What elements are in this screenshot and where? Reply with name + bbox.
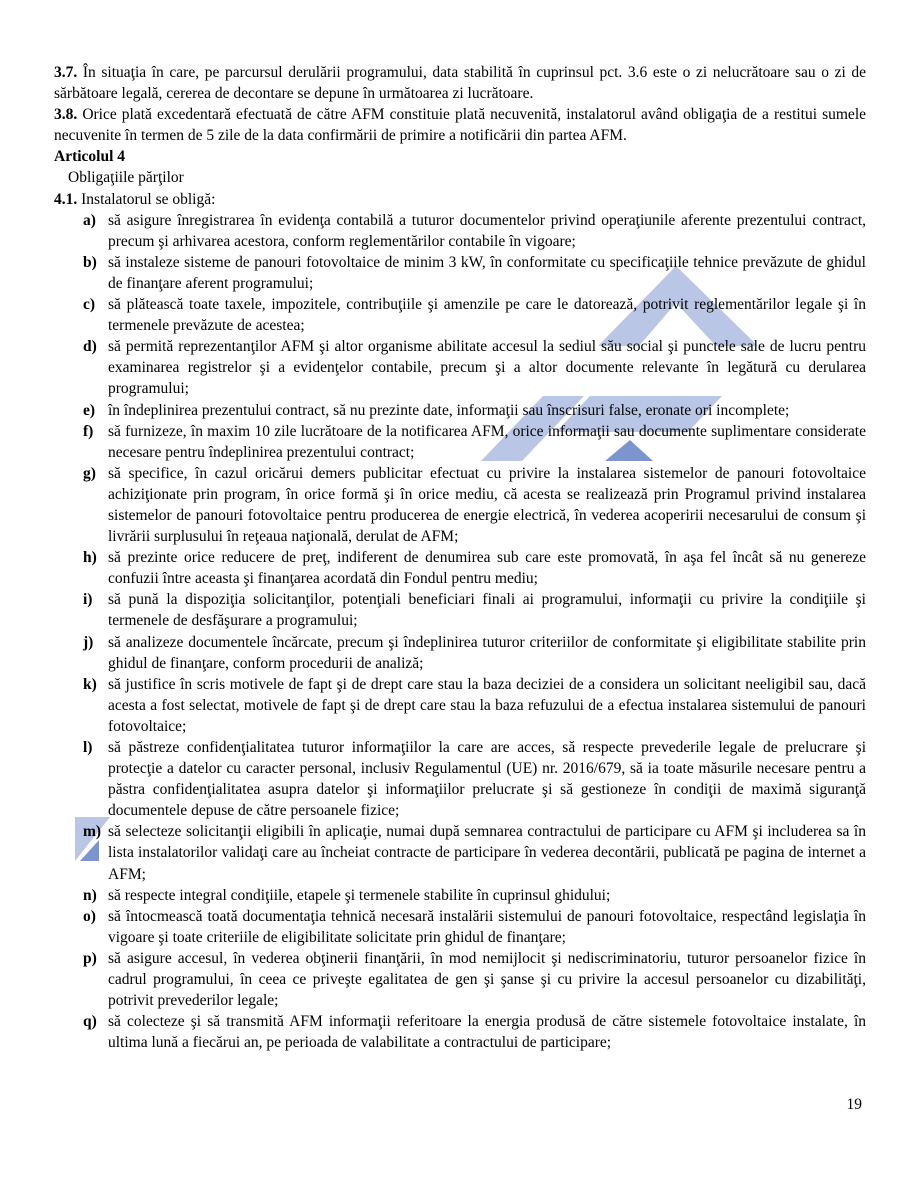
list-item-a-label: a): [83, 211, 96, 229]
list-item-d-label: d): [83, 338, 97, 356]
list-item-l-text: să păstreze confidenţialitatea tuturor informaţiilor la care are acces, să respecte prevederile legale de prelucrare şi protecţie a datelor cu caracter personal, inclusiv Regulamentul (UE) nr. 2016/679, să ia toate măsurile necesare pentru a păstra confidenţialitatea asupra datelor şi informaţiilor prelucrate şi să gestioneze în condiţii de maximă siguranţă documentele depuse de către persoanele fizice;: [108, 739, 866, 820]
list-item-n: [54, 885, 866, 906]
list-item-k-label: k): [83, 675, 97, 693]
list-item-p: [54, 948, 866, 1011]
paragraph-3-8: [54, 104, 866, 146]
list-item-j-label: j): [83, 633, 94, 651]
list-item-e-label: e): [83, 401, 96, 419]
list-item-g-label: g): [83, 464, 96, 482]
list-item-l-label: l): [83, 739, 93, 756]
list-item-q-label: q): [83, 1013, 97, 1031]
list-item-j: [54, 632, 866, 674]
article-subtitle: Obligaţiile părţilor: [68, 169, 184, 187]
paragraph-3-8-text: Orice plată excedentară efectuată de către AFM constituie plată necuvenită, instalatorul având obligaţia de a restitui sumele necuvenite în termen de 5 zile de la data confirmării de primire a notificării din partea AFM.: [54, 106, 866, 145]
list-item-a: [54, 210, 866, 252]
list-item-g-text: să specifice, în cazul oricărui demers publicitar efectuat cu privire la instalarea sistemelor de panouri fotovoltaice achiziţionate prin program, în orice formă şi în orice mediu, că acesta se realizează prin Programul privind instalarea sistemelor de panouri fotovoltaice pentru producerea de energie electrică, în vederea acoperirii necesarului de consum şi livrării surplusului în reţeaua naţională, derulat de AFM;: [108, 464, 866, 546]
list-item-f: [54, 421, 866, 463]
list-item-f-label: f): [83, 422, 94, 440]
list-item-a-text: să asigure înregistrarea în evidenţa contabilă a tuturor documentelor privind operaţiunile aferente prezentului contract, precum şi arhivarea acestora, conform reglementărilor contabile în vigoare;: [108, 211, 866, 250]
list-item-p-label: p): [83, 949, 97, 967]
list-item-b: [54, 252, 866, 294]
list-item-m-label: m): [83, 823, 102, 841]
list-item-o-text: să întocmească toată documentaţia tehnică necesară instalării sistemului de panouri fotovoltaice, respectând legislaţia în vigoare şi toate criteriile de eligibilitate solicitate prin ghidul de finanţare;: [108, 907, 866, 946]
list-item-h-text: să prezinte orice reducere de preţ, indiferent de denumirea sub care este promovată, în aşa fel încât să nu genereze confuzii între aceasta şi finanţarea acordată din Fondul pentru mediu;: [108, 549, 866, 588]
list-item-e: [54, 400, 866, 421]
list-item-e-text: în îndeplinirea prezentului contract, să nu prezinte date, informaţii sau înscrisuri false, eronate ori incomplete;: [108, 401, 790, 419]
clause-4-1-label: 4.1.: [54, 190, 78, 208]
list-item-g: [54, 463, 866, 547]
list-item-o-label: o): [83, 907, 96, 925]
page-number: 19: [846, 1096, 862, 1113]
document-body: [54, 62, 866, 1053]
clause-4-1-text: Instalatorul se obligă:: [81, 190, 216, 208]
list-item-f-text: să furnizeze, în maxim 10 zile lucrătoare de la notificarea AFM, orice informaţii sau documente suplimentare considerate necesare pentru îndeplinirea prezentului contract;: [108, 422, 866, 461]
article-title: Articolul 4: [54, 148, 126, 166]
list-item-c-label: c): [83, 296, 96, 314]
list-item-j-text: să analizeze documentele încărcate, precum şi îndeplinirea tuturor criteriilor de conformitate şi eligibilitate stabilite prin ghidul de finanţare, conform procedurii de analiză;: [108, 633, 866, 672]
list-item-o: [54, 906, 866, 948]
list-item-h: [54, 547, 866, 589]
list-item-d-text: să permită reprezentanţilor AFM şi altor organisme abilitate accesul la sediul său social şi punctele sale de lucru pentru examinarea registrelor şi a evidenţelor contabile, precum şi a altor documente relevante în legătură cu derularea programului;: [108, 338, 866, 398]
paragraph-3-7: [54, 62, 866, 104]
list-item-d: [54, 336, 866, 399]
list-item-i: [54, 589, 866, 631]
list-item-l: [54, 737, 866, 821]
paragraph-3-7-label: 3.7.: [54, 64, 78, 81]
paragraph-3-7-text: În situaţia în care, pe parcursul derulării programului, data stabilită în cuprinsul pct. 3.6 este o zi nelucrătoare sau o zi de sărbătoare legală, cererea de decontare se depune în următoarea zi lucrătoare.: [54, 64, 866, 103]
list-item-k: [54, 674, 866, 737]
list-item-q: [54, 1011, 866, 1053]
list-item-c-text: să plătească toate taxele, impozitele, contribuţiile şi amenzile pe care le datorează, potrivit reglementărilor legale şi în termenele prevăzute de acestea;: [108, 296, 866, 335]
list-item-p-text: să asigure accesul, în vederea obţinerii finanţării, în mod nemijlocit şi nediscriminatoriu, tuturor persoanelor fizice în cadrul programului, în ceea ce priveşte egalitatea de gen şi şanse şi cu privire la accesul persoanelor cu dizabilităţi, potrivit prevederilor legale;: [108, 949, 866, 1010]
clause-4-1: [54, 189, 866, 210]
list-item-m: [54, 821, 866, 884]
list-item-k-text: să justifice în scris motivele de fapt şi de drept care stau la baza deciziei de a considera un solicitant neeligibil sau, dacă acesta a fost selectat, motivele de fapt şi de drept care stau la baza refuzului de a efectua instalarea sistemului de panouri fotovoltaice;: [108, 675, 866, 735]
list-item-n-label: n): [83, 886, 97, 904]
list-item-q-text: să colecteze şi să transmită AFM informaţii referitoare la energia produsă de către sistemele fotovoltaice instalate, în ultima lună a fiecărui an, pe perioada de valabilitate a contractului de participare;: [108, 1013, 866, 1052]
list-item-b-text: să instaleze sisteme de panouri fotovoltaice de minim 3 kW, în conformitate cu specificaţiile tehnice prevăzute de ghidul de finanţare aferent programului;: [108, 253, 866, 292]
list-item-c: [54, 294, 866, 336]
list-item-n-text: să respecte integral condiţiile, etapele şi termenele stabilite în cuprinsul ghidului;: [108, 886, 611, 904]
list-item-m-text: să selecteze solicitanţii eligibili în aplicaţie, numai după semnarea contractului de participare cu AFM şi includerea sa în lista instalatorilor validaţi care au încheiat contracte de participare în vederea decontării, publicată pe pagina de internet a AFM;: [108, 823, 866, 883]
paragraph-3-8-label: 3.8.: [54, 106, 78, 124]
list-item-b-label: b): [83, 253, 97, 271]
list-item-i-label: i): [83, 591, 93, 609]
list-item-i-text: să pună la dispoziţia solicitanţilor, potenţiali beneficiari finali ai programului, informaţii cu privire la condiţiile şi termenele de desfăşurare a programului;: [108, 591, 866, 630]
list-item-h-label: h): [83, 549, 97, 567]
